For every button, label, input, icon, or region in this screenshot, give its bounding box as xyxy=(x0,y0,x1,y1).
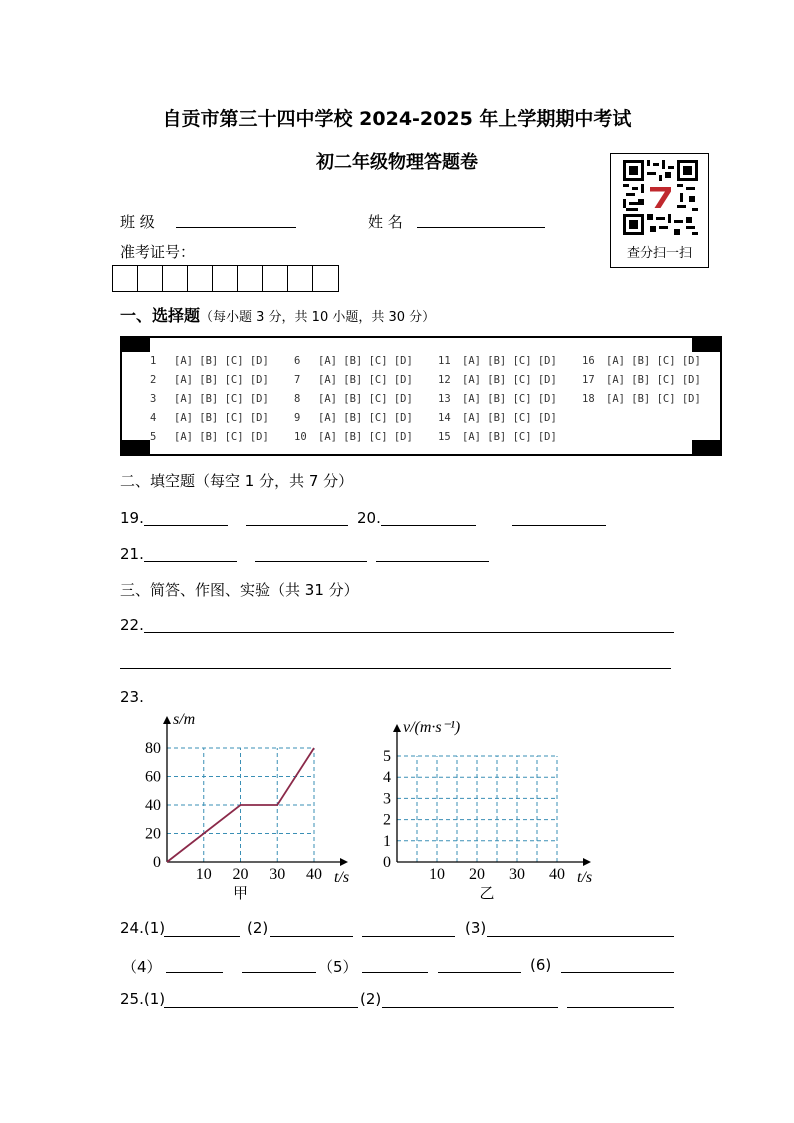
chart-caption: 甲 xyxy=(232,886,249,902)
section-1-heading xyxy=(120,303,435,326)
choice-number: 1 xyxy=(150,355,157,367)
q22-line-2[interactable] xyxy=(120,668,671,669)
choice-options[interactable]: [A] [B] [C] [D] xyxy=(606,374,701,386)
choice-options[interactable]: [A] [B] [C] [D] xyxy=(462,374,557,386)
choice-row[interactable] xyxy=(438,428,557,447)
choice-options[interactable]: [A] [B] [C] [D] xyxy=(462,412,557,424)
y-axis-label: s/m xyxy=(173,712,196,728)
choice-options[interactable]: [A] [B] [C] [D] xyxy=(318,431,413,443)
y-axis-label: v/(m·s⁻¹) xyxy=(403,719,461,736)
y-tick-label: 1 xyxy=(383,832,391,850)
q25-2-blank-1[interactable] xyxy=(382,1007,558,1008)
x-tick-label: 30 xyxy=(509,866,525,883)
choice-number: 16 xyxy=(582,355,595,367)
choice-number: 3 xyxy=(150,393,157,405)
id-digit-box[interactable] xyxy=(138,266,163,291)
id-digit-box[interactable] xyxy=(313,266,338,291)
name-field[interactable] xyxy=(417,227,545,228)
choice-number: 12 xyxy=(438,374,451,386)
choice-number: 6 xyxy=(294,355,301,367)
choice-row[interactable] xyxy=(150,409,269,428)
y-tick-label: 0 xyxy=(383,854,391,871)
choice-row[interactable] xyxy=(294,428,413,447)
choice-number: 11 xyxy=(438,355,451,367)
q19-blank-1[interactable] xyxy=(144,525,228,526)
x-tick-label: 10 xyxy=(429,866,445,883)
y-tick-label: 2 xyxy=(383,811,391,829)
choice-number: 10 xyxy=(294,431,307,443)
choice-number: 17 xyxy=(582,374,595,386)
choice-row[interactable] xyxy=(150,352,269,371)
q20-blank-2[interactable] xyxy=(512,525,606,526)
q21-label: 21. xyxy=(120,545,144,563)
choice-row[interactable] xyxy=(294,390,413,409)
id-digit-box[interactable] xyxy=(263,266,288,291)
q24-2-blank-2[interactable] xyxy=(362,936,455,937)
choice-row[interactable] xyxy=(294,352,413,371)
choice-number: 18 xyxy=(582,393,595,405)
id-digit-box[interactable] xyxy=(288,266,313,291)
q19-label: 19. xyxy=(120,509,144,527)
q24-3-blank[interactable] xyxy=(487,936,674,937)
y-tick-label: 5 xyxy=(383,748,391,765)
choice-options[interactable]: [A] [B] [C] [D] xyxy=(606,393,701,405)
q25-label: 25.(1) xyxy=(120,990,166,1008)
q24-2-label: (2) xyxy=(247,919,269,937)
x-tick-label: 20 xyxy=(469,866,485,883)
section-2-title: 二、填空题（每空 1 分，共 7 分） xyxy=(120,472,354,490)
chart-caption: 乙 xyxy=(479,886,495,902)
y-tick-label: 4 xyxy=(383,769,391,787)
choice-options[interactable]: [A] [B] [C] [D] xyxy=(462,393,557,405)
y-axis-arrow xyxy=(163,716,171,724)
q24-3-label: (3) xyxy=(465,919,487,937)
x-axis-arrow xyxy=(583,858,591,866)
q20-blank-1[interactable] xyxy=(381,525,476,526)
choice-number: 13 xyxy=(438,393,451,405)
id-digit-box[interactable] xyxy=(213,266,238,291)
choice-options[interactable]: [A] [B] [C] [D] xyxy=(174,355,269,367)
choice-options[interactable]: [A] [B] [C] [D] xyxy=(462,355,557,367)
choice-row[interactable] xyxy=(438,371,557,390)
choice-number: 14 xyxy=(438,412,451,424)
choice-number: 15 xyxy=(438,431,451,443)
qr-code-icon xyxy=(623,160,698,235)
choice-options[interactable]: [A] [B] [C] [D] xyxy=(318,412,413,424)
id-digit-box[interactable] xyxy=(238,266,263,291)
x-axis-arrow xyxy=(340,858,348,866)
q24-5-blank-2[interactable] xyxy=(438,972,521,973)
q21-blank-1[interactable] xyxy=(144,561,237,562)
id-digit-box[interactable] xyxy=(188,266,213,291)
section-1-title: 一、选择题 xyxy=(120,306,201,325)
q24-5-label: （5） xyxy=(318,958,358,976)
y-tick-label: 80 xyxy=(145,740,161,757)
choice-options[interactable]: [A] [B] [C] [D] xyxy=(174,374,269,386)
choice-number: 9 xyxy=(294,412,301,424)
exam-title: 自贡市第三十四中学校 2024-2025 年上学期期中考试 xyxy=(162,108,632,130)
q24-4-label: （4） xyxy=(122,958,162,976)
q25-1-blank[interactable] xyxy=(164,1007,358,1008)
x-axis-label: t/s xyxy=(334,869,350,886)
choice-options[interactable]: [A] [B] [C] [D] xyxy=(318,374,413,386)
choice-options[interactable]: [A] [B] [C] [D] xyxy=(174,431,269,443)
class-field[interactable] xyxy=(176,227,296,228)
class-label: 班 级 xyxy=(120,213,155,231)
q23-label: 23. xyxy=(120,688,144,706)
chart-yi[interactable] xyxy=(375,712,600,912)
x-tick-label: 20 xyxy=(232,866,249,883)
choice-row[interactable] xyxy=(438,352,557,371)
q25-2-label: (2) xyxy=(360,990,382,1008)
multiple-choice-grid xyxy=(120,336,722,456)
alignment-mark xyxy=(122,338,150,352)
choice-options[interactable]: [A] [B] [C] [D] xyxy=(462,431,557,443)
choice-row[interactable] xyxy=(582,352,701,371)
id-digit-box[interactable] xyxy=(163,266,188,291)
q24-4-blank-1[interactable] xyxy=(166,972,223,973)
choice-number: 7 xyxy=(294,374,301,386)
q22-line-1[interactable] xyxy=(144,632,674,633)
q24-2-blank-1[interactable] xyxy=(270,936,353,937)
choice-column xyxy=(438,352,557,447)
y-tick-label: 20 xyxy=(145,825,161,843)
x-tick-label: 40 xyxy=(306,866,322,883)
choice-number: 4 xyxy=(150,412,157,424)
x-tick-label: 30 xyxy=(269,866,286,883)
section-1-note: （每小题 3 分，共 10 小题，共 30 分） xyxy=(200,310,436,325)
choice-row[interactable] xyxy=(294,409,413,428)
choice-options[interactable]: [A] [B] [C] [D] xyxy=(318,393,413,405)
y-tick-label: 40 xyxy=(145,797,161,814)
id-digit-box[interactable] xyxy=(113,266,138,291)
q22-label: 22. xyxy=(120,616,144,634)
q24-1-blank[interactable] xyxy=(164,936,240,937)
alignment-mark xyxy=(692,338,720,352)
section-3-title: 三、简答、作图、实验（共 31 分） xyxy=(120,581,359,599)
choice-column xyxy=(150,352,269,447)
q24-4-blank-2[interactable] xyxy=(242,972,316,973)
x-axis-label: t/s xyxy=(577,869,593,886)
exam-id-label: 准考证号： xyxy=(120,243,196,261)
y-tick-label: 60 xyxy=(145,768,161,786)
exam-id-boxes[interactable] xyxy=(112,265,339,292)
choice-row[interactable] xyxy=(438,390,557,409)
choice-column xyxy=(294,352,413,447)
q24-label: 24.(1) xyxy=(120,919,166,937)
q21-blank-2[interactable] xyxy=(255,561,367,562)
choice-number: 2 xyxy=(150,374,157,386)
x-tick-label: 40 xyxy=(549,866,565,883)
choice-row[interactable] xyxy=(294,371,413,390)
choice-row[interactable] xyxy=(150,428,269,447)
q20-label: 20. xyxy=(357,509,381,527)
name-label: 姓 名 xyxy=(368,213,403,231)
y-tick-label: 3 xyxy=(383,790,391,808)
x-tick-label: 10 xyxy=(195,866,212,883)
choice-options[interactable]: [A] [B] [C] [D] xyxy=(318,355,413,367)
q24-5-blank-1[interactable] xyxy=(362,972,428,973)
choice-column xyxy=(582,352,701,409)
exam-subtitle: 初二年级物理答题卷 xyxy=(316,152,478,173)
q25-2-blank-2[interactable] xyxy=(567,1007,674,1008)
q21-blank-3[interactable] xyxy=(376,561,489,562)
qr-label: 查分扫一扫 xyxy=(626,246,692,261)
choice-row[interactable] xyxy=(150,390,269,409)
chart-jia[interactable] xyxy=(135,712,360,912)
choice-options[interactable]: [A] [B] [C] [D] xyxy=(606,355,701,367)
choice-number: 8 xyxy=(294,393,301,405)
choice-options[interactable]: [A] [B] [C] [D] xyxy=(174,393,269,405)
choice-options[interactable]: [A] [B] [C] [D] xyxy=(174,412,269,424)
choice-row[interactable] xyxy=(582,390,701,409)
choice-row[interactable] xyxy=(582,371,701,390)
y-tick-label: 0 xyxy=(153,854,161,871)
qr-code-panel[interactable] xyxy=(610,153,709,268)
alignment-mark xyxy=(692,440,720,454)
q24-6-blank[interactable] xyxy=(561,972,674,973)
q24-6-label: (6) xyxy=(530,956,552,974)
choice-number: 5 xyxy=(150,431,157,443)
y-axis-arrow xyxy=(393,724,401,732)
choice-row[interactable] xyxy=(150,371,269,390)
choice-row[interactable] xyxy=(438,409,557,428)
q19-blank-2[interactable] xyxy=(246,525,348,526)
alignment-mark xyxy=(122,440,150,454)
